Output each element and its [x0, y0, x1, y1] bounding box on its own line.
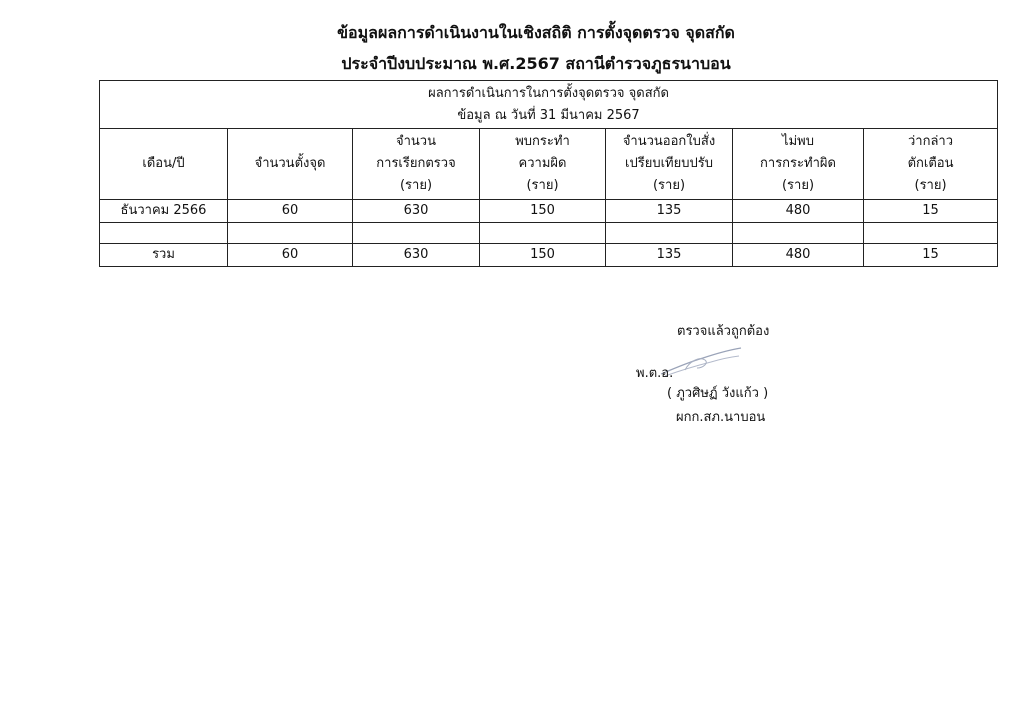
total-checkpoints: 60 — [228, 244, 353, 267]
header-line: ความผิด — [518, 156, 567, 171]
empty-cell — [606, 223, 733, 244]
table-total-row — [100, 244, 998, 267]
column-header-month-year — [100, 129, 228, 200]
header-line: พบกระทำ — [515, 134, 570, 149]
header-line: (ราย) — [781, 178, 815, 193]
document-title: ข้อมูลผลการดำเนินงานในเชิงสถิติ การตั้งจุดตรวจ จุดสกัด — [337, 23, 735, 42]
table-caption-line2: ข้อมูล ณ วันที่ 31 มีนาคม 2567 — [457, 107, 640, 123]
header-line: (ราย) — [526, 178, 559, 193]
signer-rank: พ.ต.อ. — [636, 366, 674, 381]
empty-cell — [733, 223, 864, 244]
total-label: รวม — [100, 244, 228, 267]
header-line: (ราย) — [399, 178, 433, 193]
column-header-warnings — [864, 129, 998, 200]
header-line: จำนวน — [396, 134, 436, 149]
total-fine-tickets: 135 — [606, 244, 733, 267]
cell-no-offense: 480 — [733, 200, 864, 223]
header-line: เดือน/ปี — [142, 156, 185, 171]
empty-cell — [228, 223, 353, 244]
table-caption-line1: ผลการดำเนินการในการตั้งจุดตรวจ จุดสกัด — [428, 85, 669, 101]
header-line: (ราย) — [652, 178, 686, 193]
cell-offenses-found: 150 — [480, 200, 606, 223]
table-caption — [100, 81, 998, 129]
header-line: การกระทำผิด — [760, 156, 836, 171]
cell-warnings: 15 — [864, 200, 998, 223]
empty-cell — [353, 223, 480, 244]
column-header-checkpoints — [228, 129, 353, 200]
table-row — [100, 200, 998, 223]
total-inspections: 630 — [353, 244, 480, 267]
column-header-offenses-found — [480, 129, 606, 200]
header-line: (ราย) — [914, 178, 947, 193]
header-line: เปรียบเทียบปรับ — [625, 156, 713, 171]
column-header-no-offense — [733, 129, 864, 200]
header-line: จำนวนตั้งจุด — [254, 156, 326, 171]
empty-cell — [864, 223, 998, 244]
total-warnings: 15 — [864, 244, 998, 267]
empty-cell — [100, 223, 228, 244]
header-line: ไม่พบ — [782, 134, 814, 149]
total-offenses-found: 150 — [480, 244, 606, 267]
cell-checkpoints: 60 — [228, 200, 353, 223]
column-header-fine-tickets — [606, 129, 733, 200]
signer-name: ( ภูวศิษฏ์ วังแก้ว ) — [667, 386, 769, 401]
verification-note: ตรวจแล้วถูกต้อง — [677, 324, 770, 339]
header-line: จำนวนออกใบสั่ง — [622, 134, 716, 149]
column-header-inspections — [353, 129, 480, 200]
document-subtitle: ประจำปีงบประมาณ พ.ศ.2567 สถานีตำรวจภูธรนาบอน — [341, 54, 731, 73]
statistics-table — [99, 80, 998, 267]
total-no-offense: 480 — [733, 244, 864, 267]
signer-position: ผกก.สภ.นาบอน — [676, 410, 766, 425]
cell-fine-tickets: 135 — [606, 200, 733, 223]
table-caption-row — [100, 81, 998, 129]
cell-month-year: ธันวาคม 2566 — [100, 200, 228, 223]
header-line: ตักเตือน — [907, 156, 954, 171]
cell-inspections: 630 — [353, 200, 480, 223]
empty-cell — [480, 223, 606, 244]
table-row-empty — [100, 223, 998, 244]
header-line: ว่ากล่าว — [908, 134, 954, 149]
header-line: การเรียกตรวจ — [376, 156, 456, 171]
table-header-row — [100, 129, 998, 200]
